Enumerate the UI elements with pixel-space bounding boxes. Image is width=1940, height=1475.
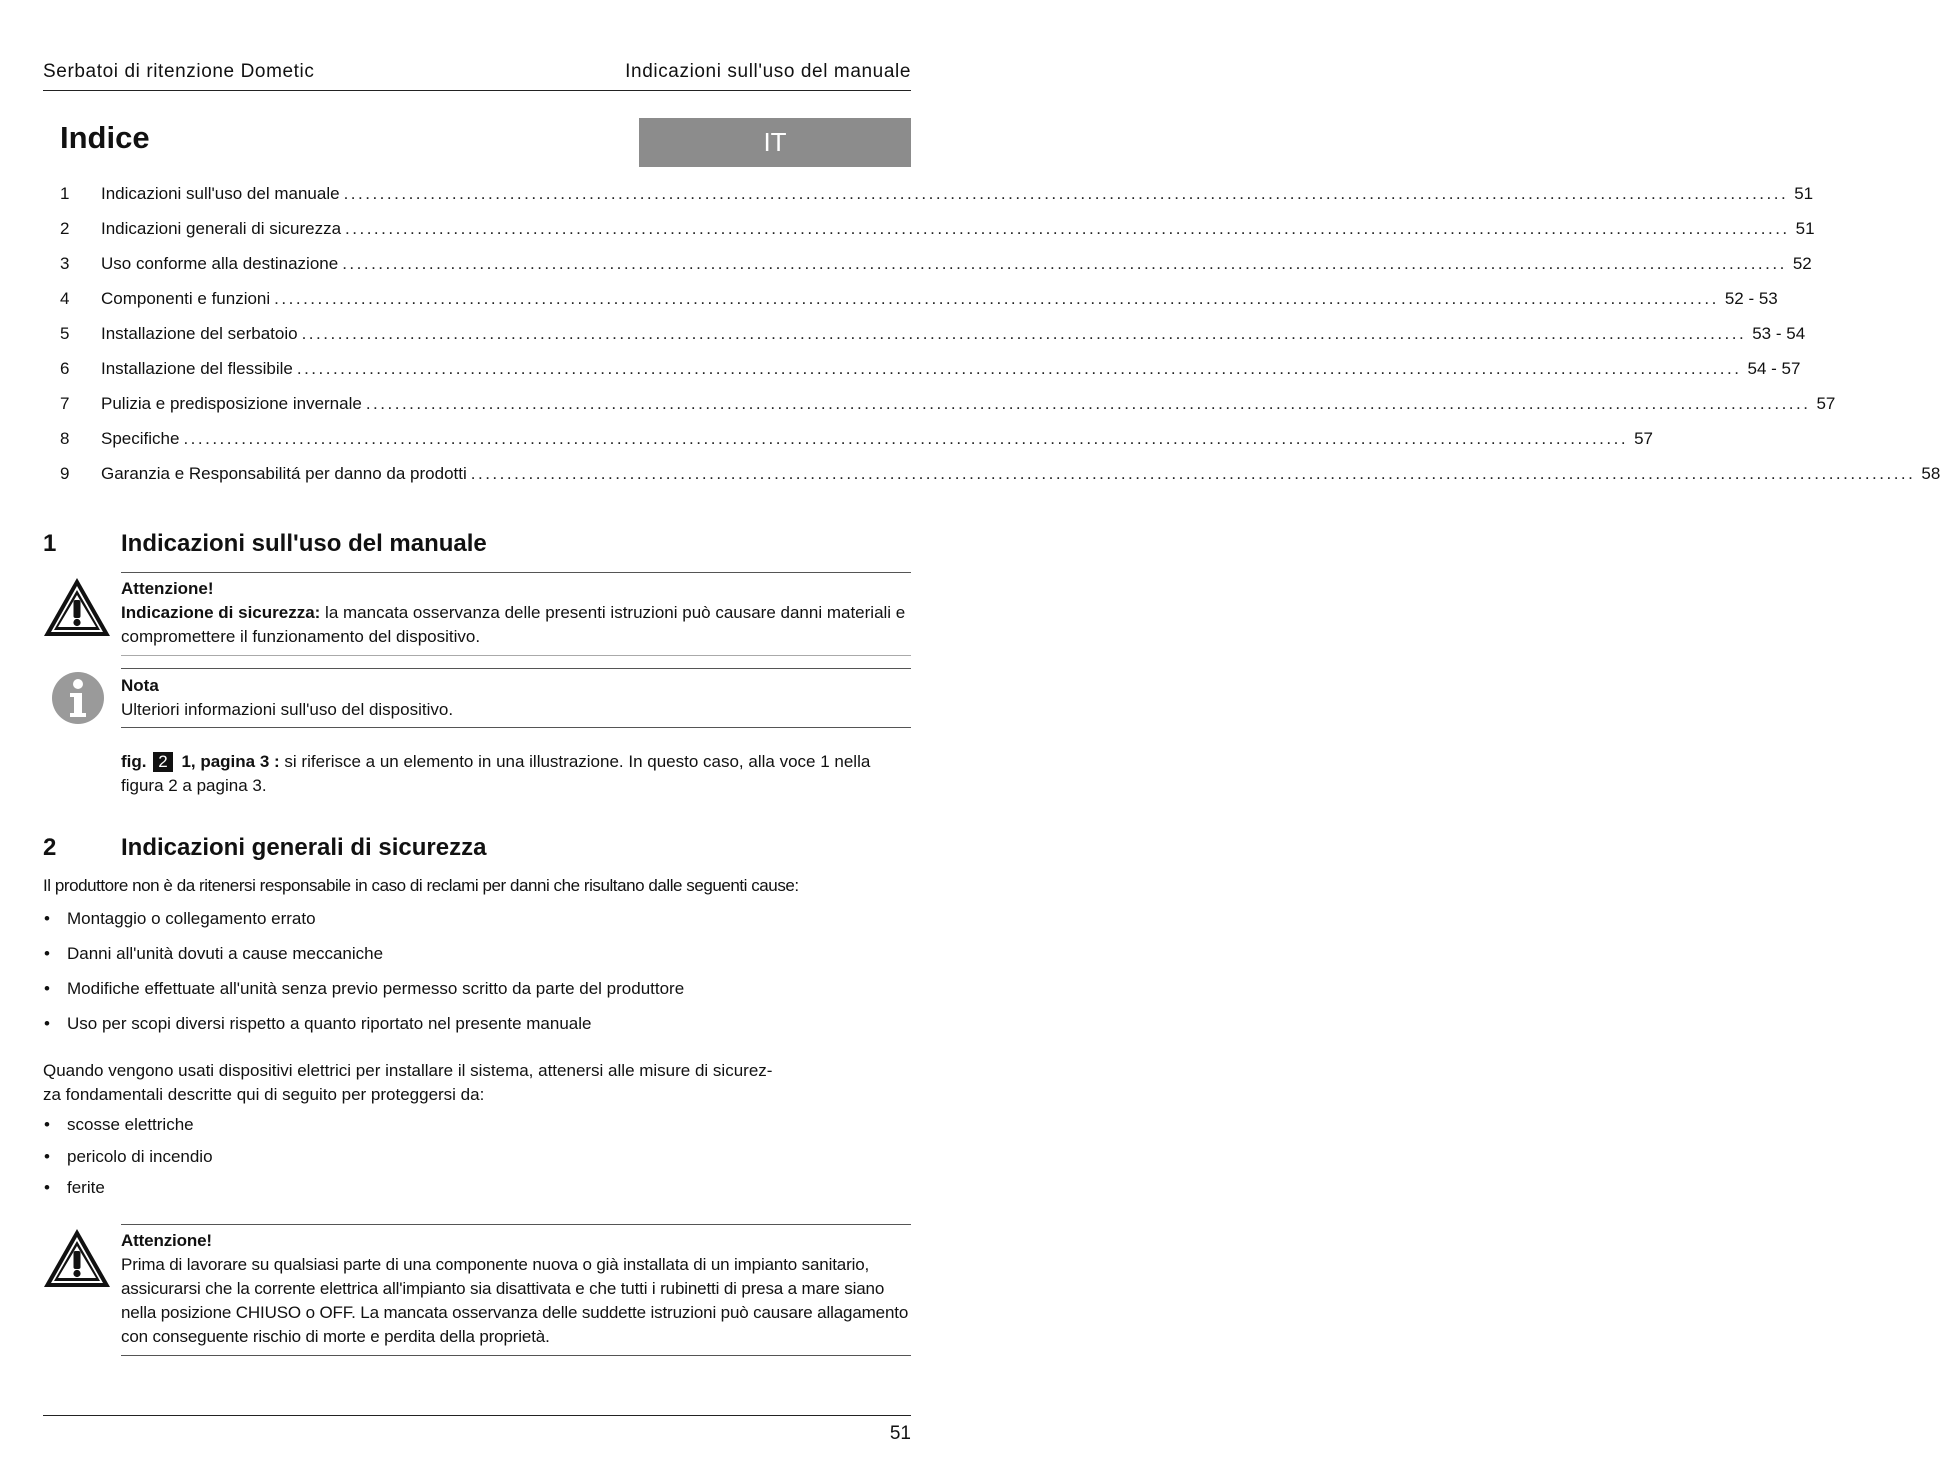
page-title: Indice [60,120,150,155]
toc-entry[interactable] [60,394,1836,429]
list-item: • Danni all'unità dovuti a cause meccaniche [43,944,911,979]
toc-entry-number: 1 [60,184,70,203]
toc-entry-title: Specifiche [101,429,180,448]
list-item: • scosse elettriche [43,1115,911,1147]
header-rule [43,90,911,91]
toc-entry-title: Indicazioni generali di sicurezza [101,219,342,238]
section-number: 2 [43,834,57,861]
rule [121,727,911,728]
toc-entry-number: 3 [60,254,70,273]
toc-entry-page: 57 [1816,394,1836,413]
toc-entry-page: 57 [1634,429,1653,448]
warning-heading: Attenzione! [121,579,214,598]
toc-entry-title: Uso conforme alla destinazione [101,254,339,273]
paragraph-line: za fondamentali descritte qui di seguito per proteggersi da: [43,1085,485,1104]
section-title: Indicazioni sull'uso del manuale [121,530,487,557]
rule [121,1355,911,1356]
toc-entry-page: 58 [1921,464,1940,483]
warning-text: Prima di lavorare su qualsiasi parte di una componente nuova o già installata di un impianto sanitario, assicurarsi che la corrente elettrica all'impianto sia disattivata e che tutti i rubinetti di presa a mare siano nella posizione CHIUSO o OFF. La mancata osservanza delle suddette istruzioni può causare allagamento con conseguente rischio di morte e perdita della proprietà. [121,1255,909,1346]
toc-entry-title: Indicazioni sull'uso del manuale [101,184,340,203]
toc-entry-number: 5 [60,324,70,343]
page-number: 51 [889,1423,911,1444]
toc-entry-page: 51 [1794,184,1814,203]
toc-leader-dots: ........................................................................................................................................................................................................ [470,464,1916,483]
list-item: • Modifiche effettuate all'unità senza previo permesso scritto da parte del produttore [43,979,911,1014]
toc-entry[interactable] [60,289,1778,324]
note-text: Ulteriori informazioni sull'uso del dispositivo. [121,700,454,719]
toc-entry-number: 2 [60,219,70,238]
list-item: • Uso per scopi diversi rispetto a quanto riportato nel presente manuale [43,1014,911,1049]
hazards-list [43,1115,911,1210]
warning-block-2 [121,1229,911,1349]
toc-entry-number: 7 [60,394,70,413]
toc-entry-title: Pulizia e predisposizione invernale [101,394,362,413]
section-number: 1 [43,530,57,557]
toc-leader-dots: ........................................................................................................................................................................................................ [301,324,1747,343]
toc-entry-number: 4 [60,289,70,308]
section-title: Indicazioni generali di sicurezza [121,834,487,861]
toc-entry-number: 9 [60,464,70,483]
toc-entry-page: 52 - 53 [1724,289,1778,308]
section-2-heading [43,834,911,864]
toc-entry-page: 53 - 54 [1752,324,1806,343]
table-of-contents [60,184,1940,499]
section-2-intro: Il produttore non è da ritenersi responsabile in caso di reclami per danni che risultano dalle seguenti cause: [43,876,799,895]
toc-entry-page: 51 [1795,219,1815,238]
rule [121,572,911,573]
toc-leader-dots: ........................................................................................................................................................................................................ [296,359,1742,378]
toc-entry[interactable] [60,359,1801,394]
section-2-paragraph [43,1059,911,1107]
running-header-left: Serbatoi di ritenzione Dometic [43,61,315,82]
toc-leader-dots: ........................................................................................................................................................................................................ [274,289,1719,308]
toc-entry[interactable] [60,464,1940,499]
toc-entry[interactable] [60,219,1815,254]
toc-leader-dots: ........................................................................................................................................................................................................ [342,254,1787,273]
toc-entry-page: 52 [1792,254,1812,273]
warning-text: la mancata osservanza delle presenti istruzioni può causare danni materiali e compromettere il funzionamento del dispositivo. [121,603,906,646]
toc-entry-title: Componenti e funzioni [101,289,271,308]
toc-entry[interactable] [60,184,1814,219]
toc-leader-dots: ........................................................................................................................................................................................................ [183,429,1629,448]
list-item: • ferite [43,1178,911,1210]
note-heading: Nota [121,676,159,695]
toc-entry-number: 8 [60,429,70,448]
warning-triangle-icon [42,1227,112,1289]
warning-triangle-icon [42,576,112,638]
figure-reference-paragraph [121,750,871,798]
figure-number-box: 2 [153,752,172,772]
toc-leader-dots: ........................................................................................................................................................................................................ [343,184,1789,203]
info-icon [51,671,105,725]
paragraph-line: Quando vengono usati dispositivi elettrici per installare il sistema, attenersi alle misure di sicurez- [43,1061,773,1080]
note-block [121,674,911,722]
list-item: • Montaggio o collegamento errato [43,909,911,944]
language-badge: IT [639,118,911,167]
list-item: • pericolo di incendio [43,1147,911,1179]
toc-entry[interactable] [60,254,1812,289]
toc-entry-page: 54 - 57 [1747,359,1801,378]
toc-entry-title: Installazione del flessibile [101,359,293,378]
warning-heading: Attenzione! [121,1231,212,1250]
causes-list [43,909,911,1049]
footer-rule [43,1415,911,1416]
warning-lead: Indicazione di sicurezza: [121,603,321,622]
fig-text: si riferisce a un elemento in una illustrazione. In questo caso, alla voce 1 nella figura 2 a pagina 3. [121,752,871,795]
toc-entry-title: Garanzia e Responsabilitá per danno da prodotti [101,464,467,483]
rule [121,1224,911,1225]
toc-entry[interactable] [60,429,1653,464]
running-header-right: Indicazioni sull'uso del manuale [625,61,911,82]
section-1-heading [43,530,911,560]
toc-entry[interactable] [60,324,1806,359]
rule [121,655,911,656]
toc-entry-title: Installazione del serbatoio [101,324,298,343]
warning-block-1 [121,577,911,649]
fig-prefix: fig. [121,752,147,771]
rule [121,668,911,669]
toc-leader-dots: ........................................................................................................................................................................................................ [365,394,1811,413]
fig-bold: 1, pagina 3 : [181,752,280,771]
toc-leader-dots: ........................................................................................................................................................................................................ [345,219,1790,238]
toc-entry-number: 6 [60,359,70,378]
